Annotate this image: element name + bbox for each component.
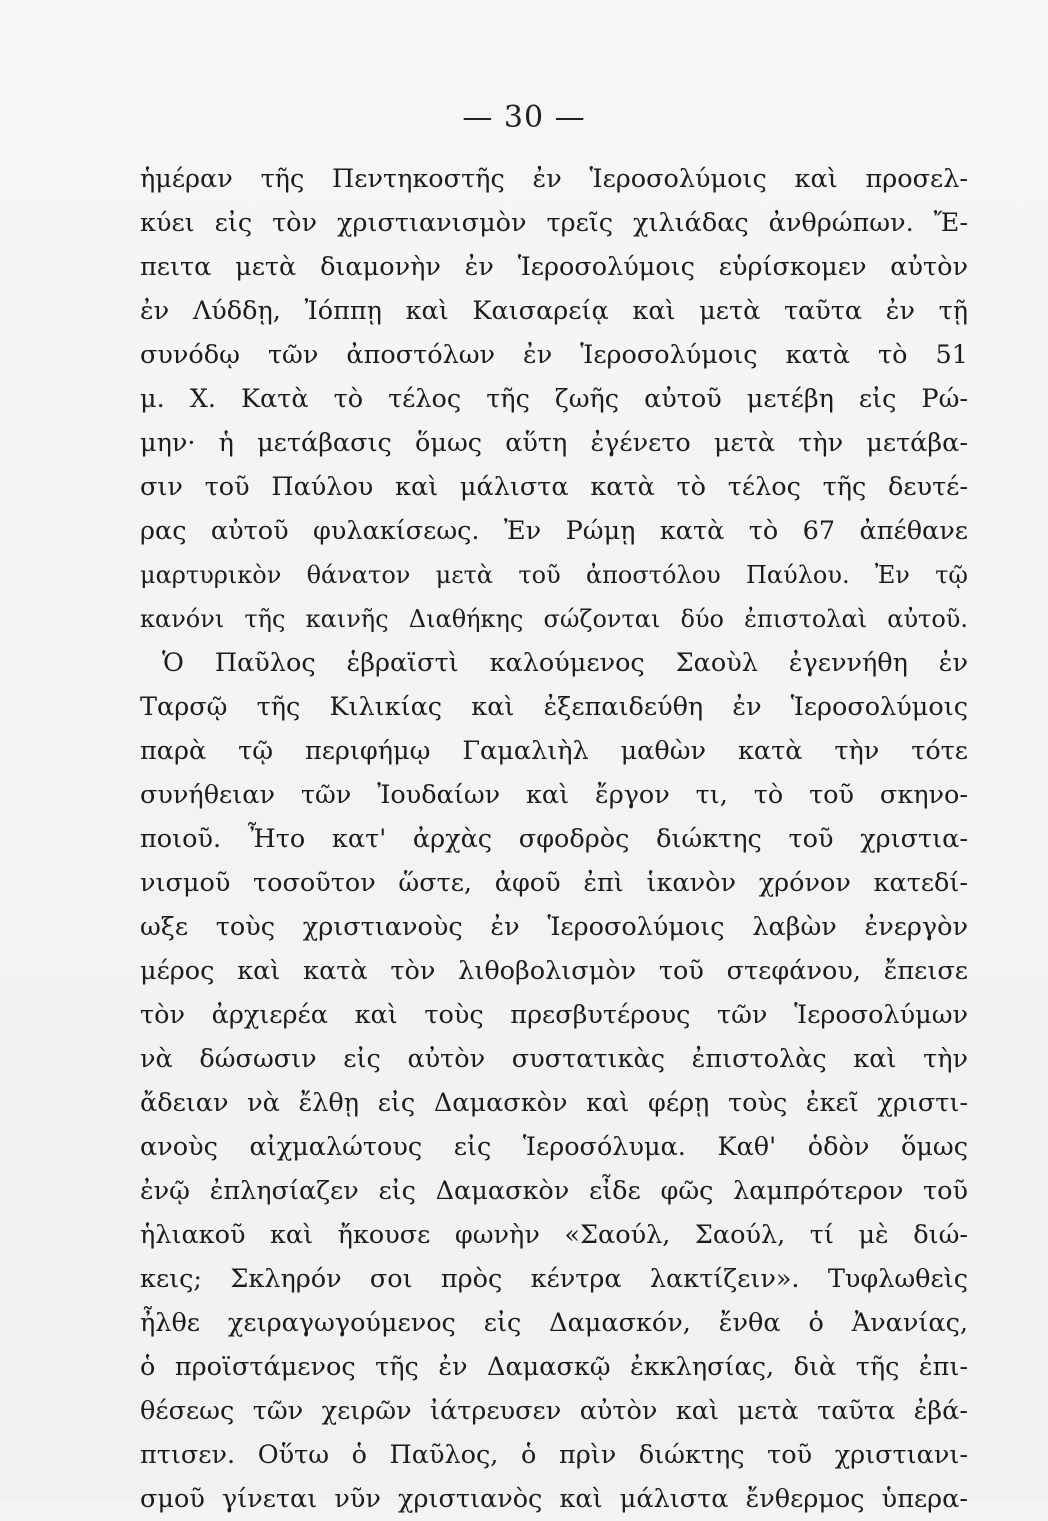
text-line: τὸν ἀρχιερέα καὶ τοὺς πρεσβυτέρους τῶν Ἱεροσολύμων bbox=[140, 1000, 968, 1030]
text-line: σμοῦ γίνεται νῦν χριστιανὸς καὶ μάλιστα ἔνθερμος ὑπερα- bbox=[140, 1484, 968, 1514]
text-line: πτισεν. Οὕτω ὁ Παῦλος, ὁ πρὶν διώκτης τοῦ χριστιανι- bbox=[140, 1440, 968, 1470]
text-line: ἐνῷ ἐπλησίαζεν εἰς Δαμασκὸν εἶδε φῶς λαμπρότερον τοῦ bbox=[140, 1176, 968, 1206]
text-line: παρὰ τῷ περιφήμῳ Γαμαλιὴλ μαθὼν κατὰ τὴν τότε bbox=[140, 736, 968, 766]
text-line: ανοὺς αἰχμαλώτους εἰς Ἱεροσόλυμα. Καθ' ὁδὸν ὅμως bbox=[140, 1132, 968, 1162]
text-line: ἡμέραν τῆς Πεντηκοστῆς ἐν Ἱεροσολύμοις καὶ προσελ- bbox=[140, 164, 968, 194]
text-line: κύει εἰς τὸν χριστιανισμὸν τρεῖς χιλιάδας ἀνθρώπων. Ἔ- bbox=[140, 208, 968, 238]
text-line: μαρτυρικὸν θάνατον μετὰ τοῦ ἀποστόλου Παύλου. Ἐν τῷ bbox=[140, 561, 968, 589]
text-line: κανόνι τῆς καινῆς Διαθήκης σώζονται δύο ἐπιστολαὶ αὐτοῦ. bbox=[140, 605, 968, 633]
text-line: κεις; Σκληρόν σοι πρὸς κέντρα λακτίζειν». Τυφλωθεὶς bbox=[140, 1264, 968, 1294]
text-line: μ. Χ. Κατὰ τὸ τέλος τῆς ζωῆς αὐτοῦ μετέβη εἰς Ρώ- bbox=[140, 384, 968, 414]
text-line: συνόδῳ τῶν ἀποστόλων ἐν Ἱεροσολύμοις κατὰ τὸ 51 bbox=[140, 340, 968, 370]
text-line: νισμοῦ τοσοῦτον ὥστε, ἀφοῦ ἐπὶ ἱκανὸν χρόνον κατεδί- bbox=[140, 868, 968, 898]
text-line: ὁ προϊστάμενος τῆς ἐν Δαμασκῷ ἐκκλησίας, διὰ τῆς ἐπι- bbox=[140, 1352, 968, 1382]
text-line: Ταρσῷ τῆς Κιλικίας καὶ ἐξεπαιδεύθη ἐν Ἱεροσολύμοις bbox=[140, 692, 968, 722]
body-text bbox=[140, 157, 968, 1521]
text-line: μέρος καὶ κατὰ τὸν λιθοβολισμὸν τοῦ στεφάνου, ἔπεισε bbox=[140, 956, 968, 986]
text-line: ἄδειαν νὰ ἔλθῃ εἰς Δαμασκὸν καὶ φέρῃ τοὺς ἐκεῖ χριστι- bbox=[140, 1088, 968, 1118]
text-line: ἦλθε χειραγωγούμενος εἰς Δαμασκόν, ἔνθα ὁ Ἀνανίας, bbox=[140, 1308, 968, 1338]
text-line: νὰ δώσωσιν εἰς αὐτὸν συστατικὰς ἐπιστολὰς καὶ τὴν bbox=[140, 1044, 968, 1074]
text-line: πειτα μετὰ διαμονὴν ἐν Ἱεροσολύμοις εὑρίσκομεν αὐτὸν bbox=[140, 252, 968, 282]
text-line: ἡλιακοῦ καὶ ἤκουσε φωνὴν «Σαούλ, Σαούλ, τί μὲ διώ- bbox=[140, 1220, 968, 1250]
text-line: ρας αὐτοῦ φυλακίσεως. Ἐν Ρώμῃ κατὰ τὸ 67 ἀπέθανε bbox=[140, 516, 968, 546]
text-line: σιν τοῦ Παύλου καὶ μάλιστα κατὰ τὸ τέλος τῆς δευτέ- bbox=[140, 472, 968, 502]
page-number: — 30 — bbox=[462, 100, 586, 135]
text-line: Ὁ Παῦλος ἑβραϊστὶ καλούμενος Σαοὺλ ἐγεννήθη ἐν bbox=[162, 648, 968, 678]
text-line: ωξε τοὺς χριστιανοὺς ἐν Ἱεροσολύμοις λαβὼν ἐνεργὸν bbox=[140, 912, 968, 942]
text-line: μην· ἡ μετάβασις ὅμως αὕτη ἐγένετο μετὰ τὴν μετάβα- bbox=[140, 428, 968, 458]
text-line: συνήθειαν τῶν Ἰουδαίων καὶ ἔργον τι, τὸ τοῦ σκηνο- bbox=[140, 780, 968, 810]
text-line: ἐν Λύδδῃ, Ἰόππῃ καὶ Καισαρείᾳ καὶ μετὰ ταῦτα ἐν τῇ bbox=[140, 296, 968, 326]
text-line: θέσεως τῶν χειρῶν ἰάτρευσεν αὐτὸν καὶ μετὰ ταῦτα ἐβά- bbox=[140, 1396, 968, 1426]
text-line: ποιοῦ. Ἦτο κατ' ἀρχὰς σφοδρὸς διώκτης τοῦ χριστια- bbox=[140, 824, 968, 854]
